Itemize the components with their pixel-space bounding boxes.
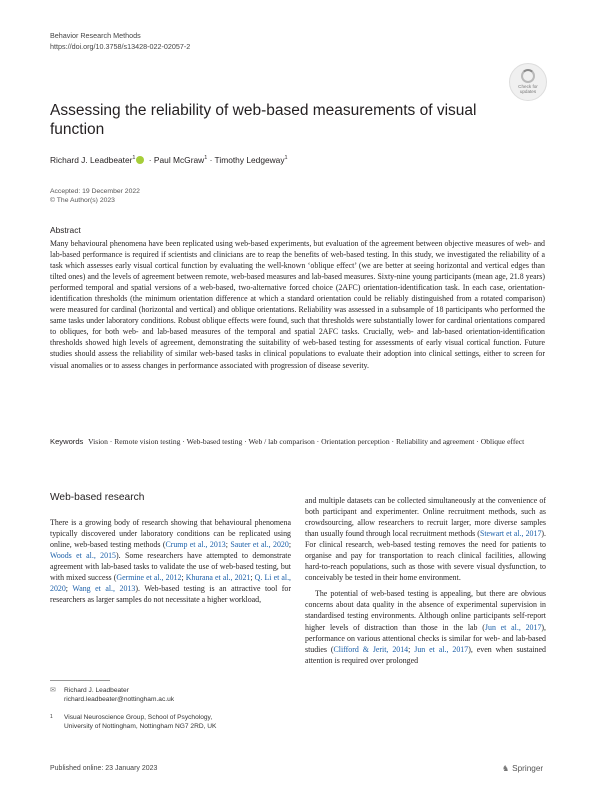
check-for-updates-badge[interactable] xyxy=(509,63,547,101)
keywords xyxy=(50,436,545,447)
citation-link[interactable]: Woods et al., 2015 xyxy=(50,551,116,561)
author-name[interactable]: Paul McGraw xyxy=(153,155,205,165)
affiliation-line: Visual Neuroscience Group, School of Psychology, xyxy=(64,714,213,721)
published-online-date: Published online: 23 January 2023 xyxy=(50,765,158,772)
keywords-label: Keywords xyxy=(50,437,84,446)
article-title: Assessing the reliability of web-based measurements of visual function xyxy=(50,102,477,138)
publisher-name: Springer xyxy=(512,764,544,773)
springer-horse-icon: ♞ xyxy=(502,764,510,773)
text-run: ), even when sustained attention is required over prolonged xyxy=(305,644,547,665)
accepted-date: Accepted: 19 December 2022 xyxy=(50,188,140,195)
text-run: ). Web-based testing is an attractive tool for researchers as larger samples do not necessitate a higher workload, xyxy=(50,584,291,605)
citation-link[interactable]: Sauter et al., 2020 xyxy=(230,540,289,550)
keywords-list: Vision · Remote vision testing · Web-based testing · Web / lab comparison · Orientation perception · Reliability and agreement · Oblique effect xyxy=(88,437,525,446)
correspondence-footnote xyxy=(50,686,174,704)
abstract-text: Many behavioural phenomena have been replicated using web-based experiments, but evaluation of the agreement between objective measures of web- and lab-based performance is required if scientists and clinicians are to reap the benefits of web-based testing. In this study, we investigated the reliability of a task which assesses early visual cortical function by evaluating the well-known ‘oblique effect’ (we are better at seeing horizontal and vertical edges than tilted ones) and the levels of agreement between remote, web-based measures and lab-based measures. Sixty-nine young participants (mean age, 21.8 years) performed temporal and spatial versions of a web-based, two-alternative forced choice (2AFC) orientation-identification task. In each case, orientation-identification thresholds (the minimum orientation difference at which a standard orientation could be reliably distinguished from a rotated comparison) were measured for cardinal (horizontal and vertical) and oblique orientations. Reliability was assessed in a subsample of 18 participants who performed the same tasks under laboratory conditions. Robust oblique effects were found, such that thresholds were substantially lower for cardinal orientations compared to obliques, for both web- and lab-based measures of the temporal and spatial 2AFC tasks. Crucially, web- and lab-based orientation-identification thresholds showed high levels of agreement, demonstrating the suitability of web-based testing for assessments of early visual cortical function. Future studies should assess the reliability of similar web-based tasks in clinical populations to evaluate their adoption into clinical settings, either to screen for visual anomalies or to assess changes in performance associated with progression of disease severity. xyxy=(50,239,545,370)
doi-link[interactable]: https://doi.org/10.3758/s13428-022-02057-2 xyxy=(50,42,191,51)
corresponding-author: Richard J. Leadbeater xyxy=(64,687,129,694)
copyright-notice: © The Author(s) 2023 xyxy=(50,197,115,204)
citation-link[interactable]: Germine et al., 2012 xyxy=(116,573,182,583)
author-name[interactable]: Richard J. Leadbeater xyxy=(50,155,133,165)
text-run: ; xyxy=(65,584,73,594)
author-separator: · xyxy=(146,155,154,165)
footnote-divider xyxy=(50,680,110,681)
citation-link[interactable]: Khurana et al., 2021 xyxy=(185,573,251,583)
paragraph xyxy=(305,495,546,583)
text-run: ). Some researchers have attempted to demonstrate agreement with lab-based tasks to validate the use of web-based testing, but with mixed success ( xyxy=(50,551,291,583)
affiliation-line: University of Nottingham, Nottingham NG7 2RD, UK xyxy=(64,723,217,731)
affiliation-footnote xyxy=(50,713,216,732)
section-heading: Web-based research xyxy=(50,492,145,503)
text-run: ; xyxy=(408,644,415,654)
envelope-icon: ✉ xyxy=(50,687,56,694)
citation-link[interactable]: Clifford & Jerit, 2014 xyxy=(333,644,409,654)
citation-link[interactable]: Wang et al., 2013 xyxy=(72,584,136,594)
affiliation-ref: 1 xyxy=(132,155,136,162)
text-run: ; xyxy=(225,540,231,550)
author-list xyxy=(50,155,288,165)
body-column-left xyxy=(50,517,291,605)
author-separator: · xyxy=(207,155,215,165)
journal-name: Behavior Research Methods xyxy=(50,31,141,40)
citation-link[interactable]: Q. Li et al., 2020 xyxy=(50,573,292,594)
text-run: ), performance on various attentional checks is similar for web- and lab-based studies ( xyxy=(305,622,547,654)
text-run: ). For clinical research, web-based testing removes the need for patients to organise and pay for transportation to reach clinical facilities, allowing hard-to-reach populations, such as those with severe visual dysfunction, to conceivably be tested in their home environment. xyxy=(305,529,546,583)
article-dates xyxy=(50,187,140,205)
citation-link[interactable]: Jun et al., 2017 xyxy=(484,622,542,632)
affiliation-marker: 1 xyxy=(50,714,53,720)
text-run: ; xyxy=(181,573,186,583)
abstract-heading: Abstract xyxy=(50,225,81,235)
paragraph xyxy=(50,517,291,605)
citation-link[interactable]: Crump et al., 2013 xyxy=(165,540,226,550)
affiliation-ref: 1 xyxy=(284,155,288,162)
citation-link[interactable]: Stewart et al., 2017 xyxy=(479,529,542,539)
affiliation-ref: 1 xyxy=(204,155,208,162)
corresponding-email[interactable]: richard.leadbeater@nottingham.ac.uk xyxy=(64,696,175,703)
publisher-logo xyxy=(502,764,543,773)
paragraph xyxy=(305,588,546,665)
text-run: The potential of web-based testing is appealing, but there are obvious concerns about data quality in the absence of experimental supervision in standardised testing environments. Although online participants self-report higher levels of distraction than those in the lab ( xyxy=(305,589,546,632)
citation-link[interactable]: Jun et al., 2017 xyxy=(414,644,469,654)
text-run: There is a growing body of research showing that behavioural phenomena typically discovered under laboratory conditions can be replicated using online, web-based testing methods ( xyxy=(50,518,291,550)
update-icon xyxy=(521,69,535,83)
text-run: ; xyxy=(250,573,255,583)
orcid-icon[interactable] xyxy=(136,156,144,164)
text-run: ; xyxy=(288,540,292,550)
badge-line2: updates xyxy=(519,89,537,94)
body-column-right xyxy=(305,495,546,666)
text-run: and multiple datasets can be collected simultaneously at the convenience of both participant and experimenter. Online recruitment methods, such as crowdsourcing, allow researchers to recruit larger, more diverse samples than usually found through local recruitment methods ( xyxy=(305,496,546,539)
badge-line1: Check for xyxy=(518,84,538,89)
author-name[interactable]: Timothy Ledgeway xyxy=(214,155,285,165)
